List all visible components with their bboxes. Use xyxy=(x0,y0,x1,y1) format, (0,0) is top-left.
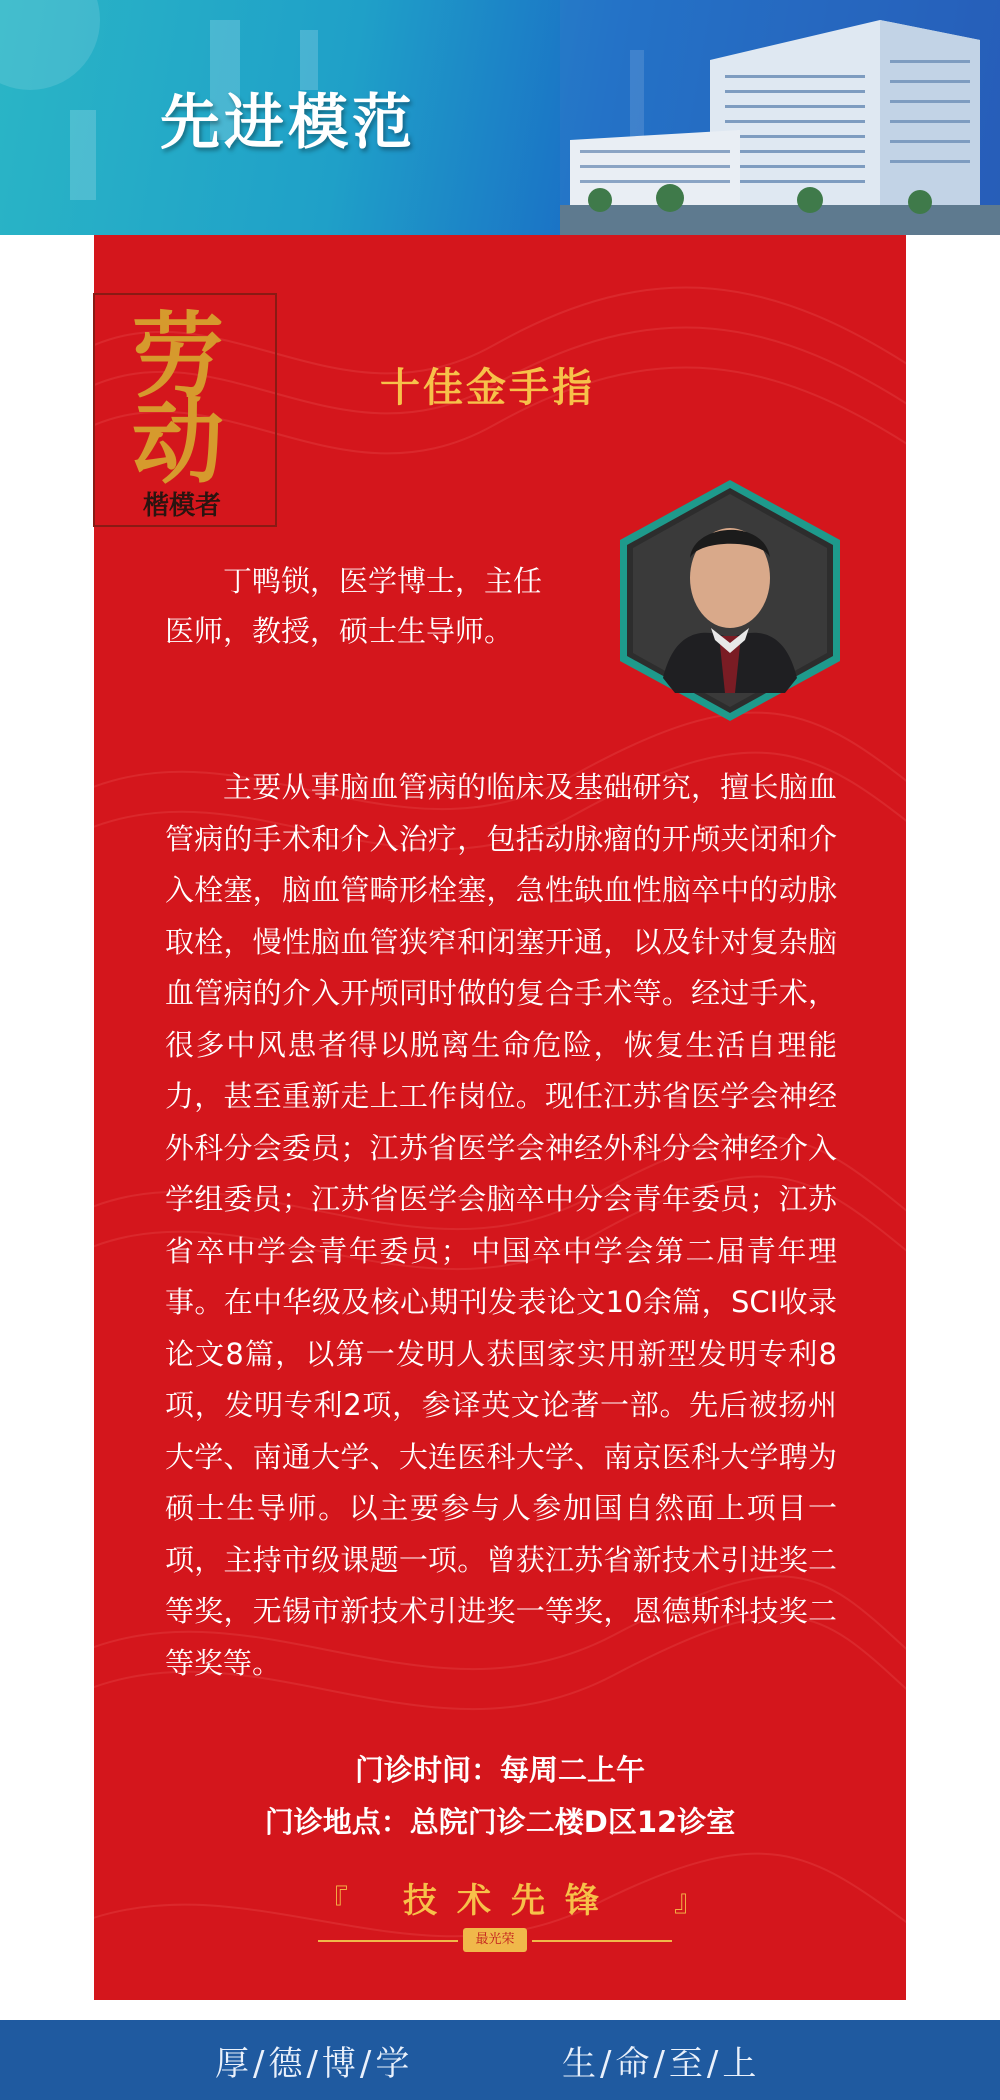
header-banner xyxy=(0,0,1000,235)
award-title: 十佳金手指 xyxy=(380,364,595,411)
footer-bar xyxy=(0,2020,1000,2100)
slogan-open-bracket: 『 xyxy=(318,1883,348,1919)
slogan xyxy=(318,1873,704,1922)
decorative-circle xyxy=(0,0,100,90)
slogan-divider-left xyxy=(318,1940,458,1942)
slogan-tag: 最光荣 xyxy=(463,1928,527,1952)
doctor-portrait xyxy=(615,478,845,723)
logo-text-line2: 动 xyxy=(131,389,225,496)
doctor-intro: 丁鸭锁，医学博士，主任医师，教授，硕士生导师。 xyxy=(165,564,543,648)
labor-model-logo xyxy=(90,290,280,530)
slogan-close-bracket: 』 xyxy=(674,1883,704,1919)
logo-text-line1: 劳 xyxy=(131,303,225,410)
clinic-location: 门诊地点：总院门诊二楼D区12诊室 xyxy=(264,1805,736,1839)
decorative-bar xyxy=(70,110,96,200)
page-title: 先进模范 xyxy=(160,88,416,158)
slogan-divider-right xyxy=(532,1940,672,1942)
footer-motto-left: 厚/德/博/学 xyxy=(215,2044,414,2084)
clinic-time: 门诊时间：每周二上午 xyxy=(354,1753,645,1787)
logo-subtext: 楷模者 xyxy=(142,491,222,521)
doctor-biography: 主要从事脑血管病的临床及基础研究，擅长脑血管病的手术和介入治疗，包括动脉瘤的开颅夹闭和介入栓塞，脑血管畸形栓塞，急性缺血性脑卒中的动脉取栓，慢性脑血管狭窄和闭塞开通，以及针对复杂脑血管病的介入开颅同时做的复合手术等。经过手术，很多中风患者得以脱离生命危险，恢复生活自理能力，甚至重新走上工作岗位。现任江苏省医学会神经外科分会委员；江苏省医学会神经外科分会神经介入学组委员；江苏省医学会脑卒中分会青年委员；江苏省卒中学会青年委员；中国卒中学会第二届青年理事。在中华级及核心期刊发表论文10余篇，SCI收录论文8篇，以第一发明人获国家实用新型发明专利8项，发明专利2项，参译英文论著一部。先后被扬州大学、南通大学、大连医科大学、南京医科大学聘为硕士生导师。以主要参与人参加国自然面上项目一项，主持市级课题一项。曾获江苏省新技术引进奖二等奖，无锡市新技术引进奖一等奖，恩德斯科技奖二等奖等。 xyxy=(165,770,837,1680)
footer-motto-right: 生/命/至/上 xyxy=(562,2044,761,2084)
slogan-text: 技术先锋 xyxy=(403,1881,619,1921)
hospital-building-image xyxy=(560,0,1000,235)
